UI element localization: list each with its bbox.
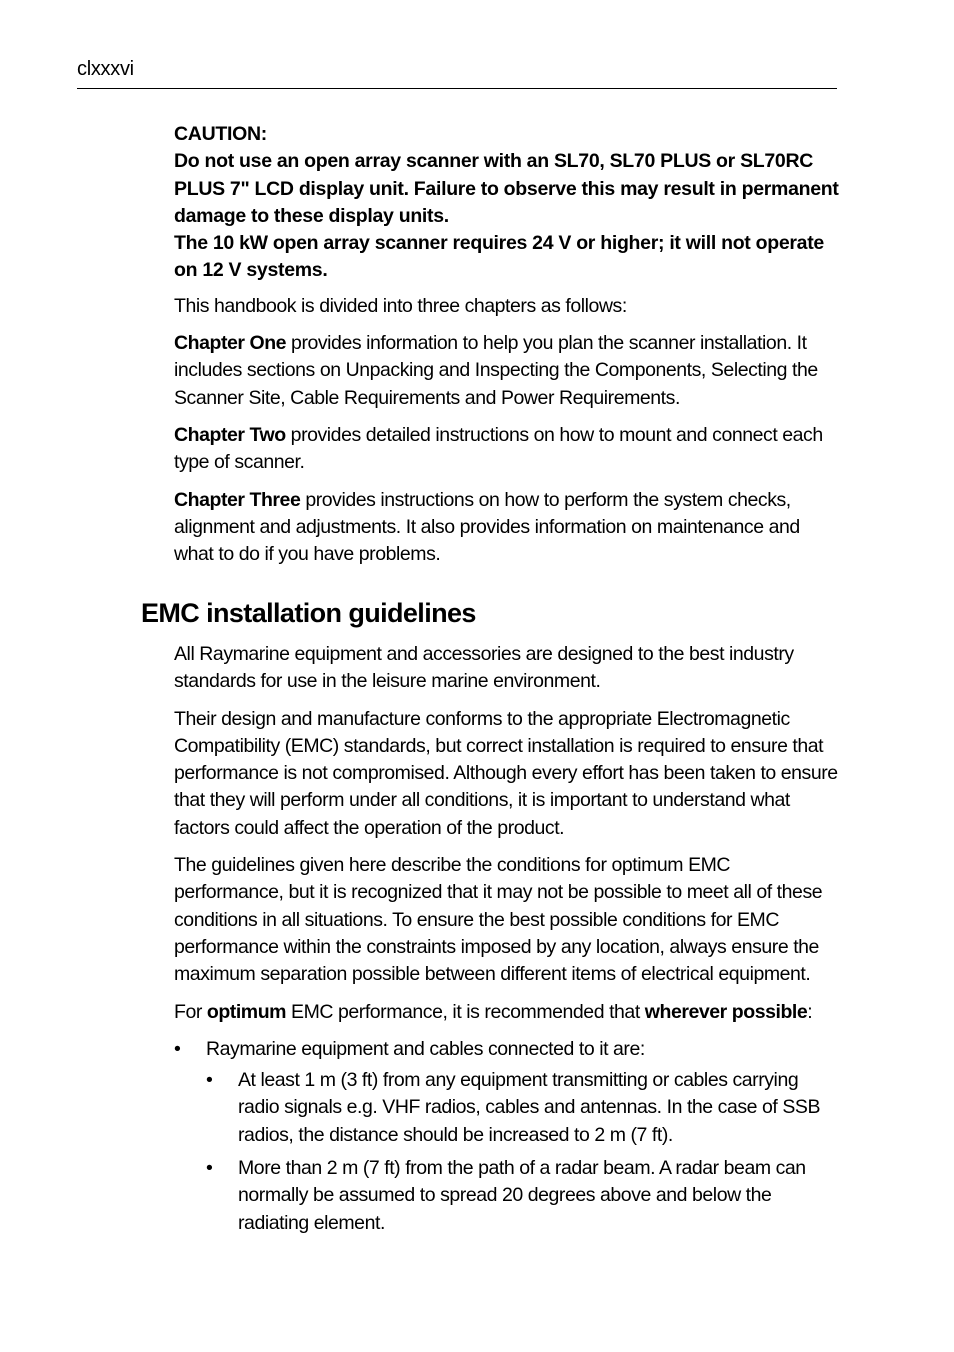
chapter-three-paragraph [174,487,844,569]
caution-block [174,121,844,285]
bullet-list [174,1036,844,1237]
caution-label: CAUTION: [174,123,267,145]
chapter-two-text: provides detailed instructions on how to mount and connect each type of scanner. [174,423,823,474]
intro-paragraph: This handbook is divided into three chapters as follows: [174,294,627,317]
emc-paragraph-3: The guidelines given here describe the conditions for optimum EMC performance, but it is recognized that it may not be possible to meet all of these conditions in all situations. To ensure the best possible conditions for EMC performance within the constraints imposed by any location, always ensure the maximum separation possible between different items of electrical equipment. [174,854,823,986]
bullet-text: Raymarine equipment and cables connected to it are: [206,1037,645,1060]
emc-paragraph-1: All Raymarine equipment and accessories are designed to the best industry standards for use in the leisure marine environment. [174,643,794,693]
emc-paragraph-2: Their design and manufacture conforms to the appropriate Electromagnetic Compatibility (EMC) standards, but correct installation is required to ensure that performance is not compromised. Although every effort has been taken to ensure that they will perform under all conditions, it is important to understand what factors could affect the operation of the product. [174,707,838,839]
chapter-two-title: Chapter Two [174,423,286,446]
emc-section-body [174,641,844,1243]
recommendation-suffix: : [807,1000,813,1023]
caution-text-1: Do not use an open array scanner with an SL70, SL70 PLUS or SL70RC PLUS 7" LCD display unit. Failure to observe this may result in permanent damage to these display units. [174,150,839,227]
caution-text-2: The 10 kW open array scanner requires 24 V or higher; it will not operate on 12 V systems. [174,232,824,282]
chapter-one-paragraph [174,330,844,412]
bullet-icon: • [206,1157,213,1180]
list-item [206,1067,844,1149]
chapter-one-title: Chapter One [174,332,287,355]
chapter-three-text: provides instructions on how to perform the system checks, alignment and adjustments. It also provides information on maintenance and what to do if you have problems. [174,488,800,566]
section-heading: EMC installation guidelines [141,598,476,628]
chapter-three-title: Chapter Three [174,488,301,511]
chapter-one-text: provides information to help you plan the scanner installation. It includes sections on Unpacking and Inspecting the Components, Selecting the Scanner Site, Cable Requirements and Power Requirements. [174,332,818,409]
sub-bullet-list [206,1067,844,1237]
page-content [174,121,844,578]
list-item [206,1155,844,1237]
chapter-two-paragraph [174,422,844,477]
list-item [174,1036,844,1237]
sub-bullet-text: More than 2 m (7 ft) from the path of a radar beam. A radar beam can normally be assumed to spread 20 degrees above and below the radiating element. [238,1157,806,1234]
sub-bullet-text: At least 1 m (3 ft) from any equipment transmitting or cables carrying radio signals e.g. VHF radios, cables and antennas. In the case of SSB radios, the distance should be increased to 2 m (7 ft). [238,1069,821,1146]
recommendation-prefix: For [174,1000,207,1023]
page-number: clxxxvi [77,58,134,80]
bullet-icon: • [174,1037,181,1060]
recommendation-emphasis-optimum: optimum [206,1000,287,1023]
recommendation-paragraph [174,999,844,1026]
header-rule [77,88,837,89]
recommendation-middle: EMC performance, it is recommended that [286,1000,645,1023]
bullet-icon: • [206,1069,213,1092]
recommendation-emphasis-wherever: wherever possible [644,1000,808,1023]
